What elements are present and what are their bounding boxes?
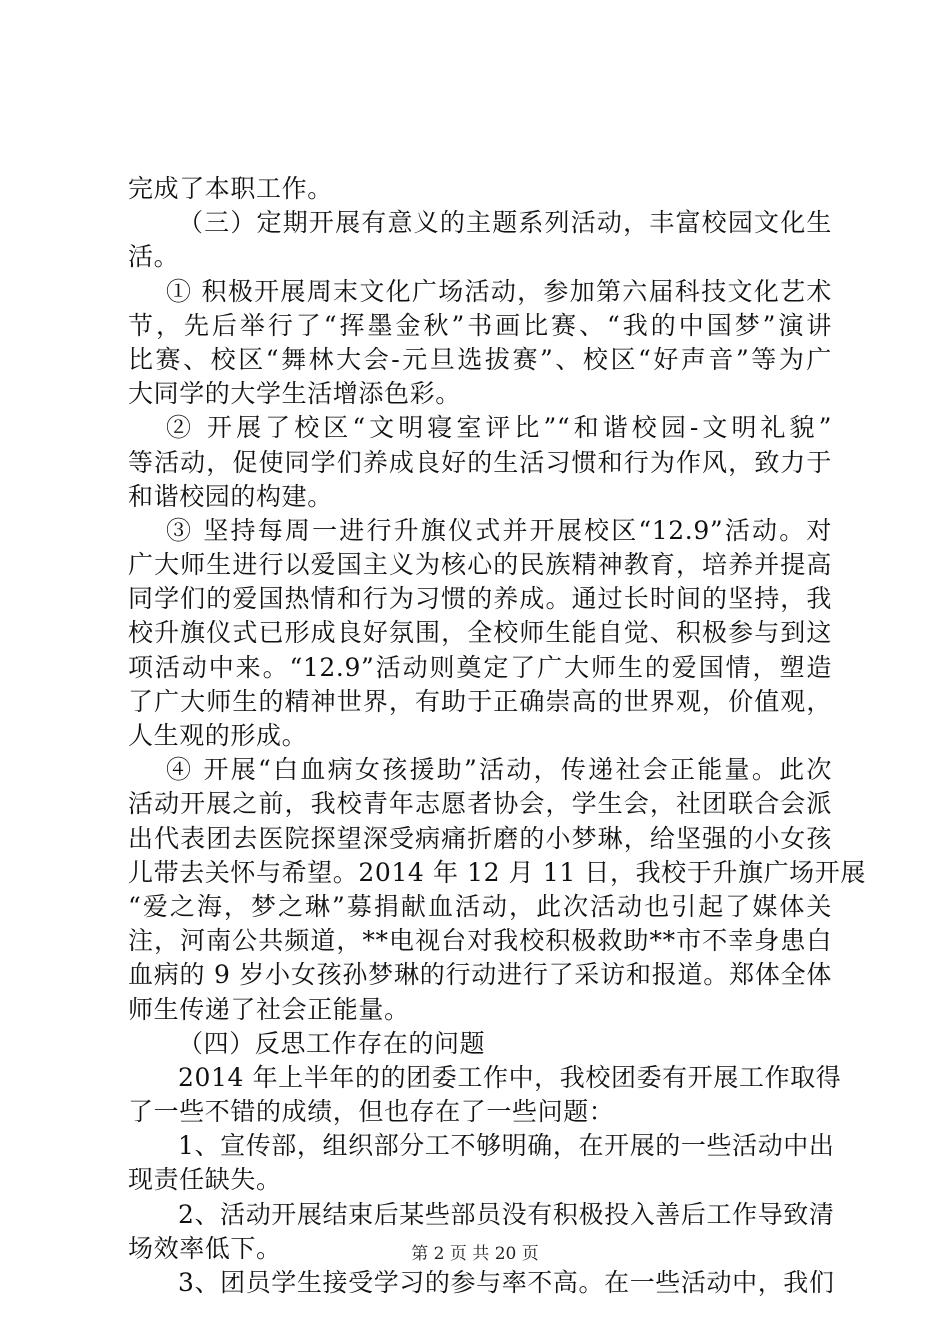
section-heading-four: （四）反思工作存在的问题 xyxy=(178,1028,486,1058)
paragraph-item-4: ④ 开展“白血病女孩援助”活动，传递社会正能量。此次 xyxy=(166,755,832,785)
text-line: “爱之海，梦之琳”募捐献血活动，此次活动也引起了媒体关 xyxy=(128,891,832,921)
paragraph-item-1: ① 积极开展周末文化广场活动，参加第六届科技文化艺术 xyxy=(166,276,832,306)
text-line: 项活动中来。“12.9”活动则奠定了广大师生的爱国情，塑造 xyxy=(128,652,832,682)
problem-item-1: 1、宣传部，组织部分工不够明确，在开展的一些活动中出 xyxy=(178,1131,835,1161)
text-line: 场效率低下。 xyxy=(128,1233,282,1263)
problem-item-3: 3、团员学生接受学习的参与率不高。在一些活动中，我们 xyxy=(178,1268,835,1297)
text-line: 血病的 9 岁小女孩孙梦琳的行动进行了采访和报道。郑体全体 xyxy=(128,960,832,990)
text-line: 出代表团去医院探望深受病痛折磨的小梦琳，给坚强的小女孩 xyxy=(128,823,832,853)
problem-item-2: 2、活动开展结束后某些部员没有积极投入善后工作导致清 xyxy=(178,1199,835,1229)
text-line: 活。 xyxy=(128,242,180,272)
text-line: 儿带去关怀与希望。2014 年 12 月 11 日，我校于升旗广场开展 xyxy=(128,857,866,887)
text-line: 了广大师生的精神世界，有助于正确崇高的世界观，价值观， xyxy=(128,686,832,716)
section-heading-three: （三）定期开展有意义的主题系列活动，丰富校园文化生 xyxy=(178,208,832,238)
text-line: 校升旗仪式已形成良好氛围，全校师生能自觉、积极参与到这 xyxy=(128,618,832,648)
text-line: 人生观的形成。 xyxy=(128,721,308,750)
text-line: 广大师生进行以爱国主义为核心的民族精神教育，培养并提高 xyxy=(128,550,832,580)
text-line: 节，先后举行了“挥墨金秋”书画比赛、“我的中国梦”演讲 xyxy=(128,310,832,340)
text-line: 等活动，促使同学们养成良好的生活习惯和行为作风，致力于 xyxy=(128,447,832,477)
text-line: 大同学的大学生活增添色彩。 xyxy=(128,379,461,409)
text-line: 和谐校园的构建。 xyxy=(128,481,333,511)
text-line: 师生传递了社会正能量。 xyxy=(128,994,410,1024)
text-line: 活动开展之前，我校青年志愿者协会，学生会，社团联合会派 xyxy=(128,789,832,819)
paragraph-item-2: ② 开展了校区“文明寝室评比”“和谐校园-文明礼貌” xyxy=(166,413,832,443)
paragraph-summary: 2014 年上半年的的团委工作中，我校团委有开展工作取得 xyxy=(178,1062,842,1092)
text-line: 同学们的爱国热情和行为习惯的养成。通过长时间的坚持，我 xyxy=(128,584,832,614)
text-line: 了一些不错的成绩，但也存在了一些问题： xyxy=(128,1097,615,1127)
text-line: 完成了本职工作。 xyxy=(128,174,333,203)
text-line: 比赛、校区“舞林大会-元旦选拔赛”、校区“好声音”等为广 xyxy=(128,344,832,374)
page-footer: 第 2 页 共 20 页 xyxy=(411,1244,539,1264)
paragraph-item-3: ③ 坚持每周一进行升旗仪式并开展校区“12.9”活动。对 xyxy=(166,515,832,545)
text-line: 注，河南公共频道，**电视台对我校积极救助**市不幸身患白 xyxy=(128,926,832,956)
text-line: 现责任缺失。 xyxy=(128,1165,282,1195)
document-body xyxy=(128,172,866,1300)
